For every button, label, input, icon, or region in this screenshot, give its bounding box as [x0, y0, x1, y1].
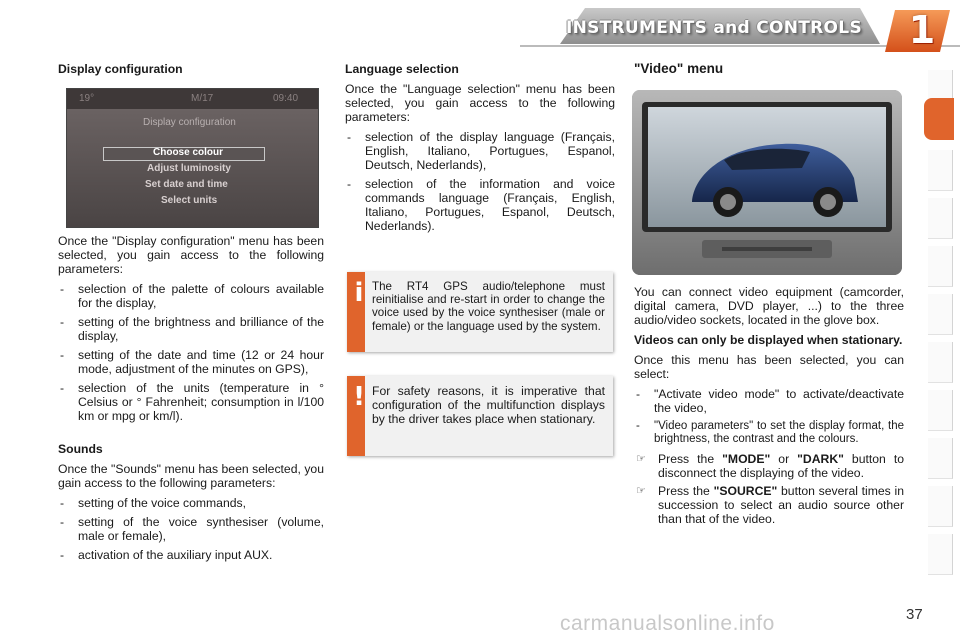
- chapter-tabs: [928, 70, 952, 575]
- display-config-intro: Once the "Display configuration" menu has been selected, you gain access to the following parameters:: [58, 234, 324, 276]
- page-header: [0, 0, 960, 58]
- screen-item-choose-colour: Choose colour: [153, 147, 224, 158]
- info-notice: [347, 272, 613, 352]
- page-number: 37: [906, 606, 923, 623]
- screen-item-set-date-time: Set date and time: [145, 179, 228, 190]
- list-item: - selection of the units (temperature in ° Celsius or ° Fahrenheit; consumption in l/100 km or mpg or km/l).: [58, 381, 324, 423]
- display-configuration-screen: [66, 88, 319, 228]
- list-item: - selection of the information and voice commands language (Français, English, Italiano, Portugues, Espanol, Deutsch, Nederlands).: [345, 177, 615, 233]
- video-heading-wrap: [634, 62, 904, 76]
- chapter-tab[interactable]: [928, 246, 953, 287]
- chapter-title: INSTRUMENTS and CONTROLS: [565, 18, 862, 38]
- display-config-text: [58, 234, 324, 429]
- language-heading: Language selection: [345, 62, 459, 76]
- list-item: - "Video parameters" to set the display format, the brightness, the contrast and the colours.: [634, 420, 904, 446]
- sounds-heading: Sounds: [58, 442, 103, 456]
- car-video-illustration: [632, 90, 902, 275]
- info-icon: i: [354, 278, 364, 308]
- list-item: - "Activate video mode" to activate/deactivate the video,: [634, 387, 904, 415]
- warning-text: For safety reasons, it is imperative that configuration of the multifunction displays by the driver takes place when stationary.: [372, 384, 605, 426]
- screen-item-select-units: Select units: [161, 195, 218, 206]
- list-item: - selection of the palette of colours available for the display,: [58, 282, 324, 310]
- chapter-tab[interactable]: [928, 534, 953, 575]
- info-text: The RT4 GPS audio/telephone must reinitialise and re-start in order to change the voice used by the voice synthesiser (male or female) or the language used by the system.: [372, 280, 605, 333]
- chapter-tab[interactable]: [928, 150, 953, 191]
- language-list: [345, 130, 615, 233]
- chapter-tab[interactable]: [928, 342, 953, 383]
- screen-status-bar: [67, 89, 318, 109]
- list-item: - activation of the auxiliary input AUX.: [58, 548, 324, 562]
- list-item: - setting of the voice commands,: [58, 496, 324, 510]
- chapter-tab[interactable]: [928, 294, 953, 335]
- sounds-list: [58, 496, 324, 562]
- video-stationary-note: Videos can only be displayed when stationary.: [634, 333, 903, 347]
- language-section: [345, 62, 615, 239]
- pointing-hand-icon: ☞: [636, 485, 646, 497]
- warning-notice: [347, 376, 613, 456]
- list-item: - setting of the brightness and brilliance of the display,: [58, 315, 324, 343]
- screen-status: M/17: [191, 93, 214, 104]
- chapter-tab[interactable]: [928, 390, 953, 431]
- video-select-intro: Once this menu has been selected, you can select:: [634, 353, 904, 381]
- language-intro: Once the "Language selection" menu has been selected, you gain access to the following parameters:: [345, 82, 615, 124]
- watermark: carmanualsonline.info: [560, 612, 775, 635]
- display-config-heading: Display configuration: [58, 62, 183, 76]
- column-display-sounds: [58, 62, 324, 82]
- chapter-tab[interactable]: [928, 198, 953, 239]
- list-item: - setting of the voice synthesiser (volume, male or female),: [58, 515, 324, 543]
- pointing-hand-icon: ☞: [636, 453, 646, 465]
- screen-item-adjust-luminosity: Adjust luminosity: [147, 163, 231, 174]
- list-item: ☞ Press the "MODE" or "DARK" button to disconnect the displaying of the video.: [636, 452, 904, 480]
- chapter-tab[interactable]: [928, 438, 953, 479]
- video-intro: You can connect video equipment (camcorder, digital camera, DVD player, ...) to the three audio/video sockets, located in the glove box.: [634, 285, 904, 327]
- chapter-tab[interactable]: [928, 486, 953, 527]
- list-item: ☞ Press the "SOURCE" button several times in succession to select an audio source other than that of the video.: [636, 484, 904, 526]
- press-instructions: [634, 452, 904, 526]
- video-screen-photo: [632, 90, 902, 275]
- list-item: - selection of the display language (Français, English, Italiano, Portugues, Espanol, Deutsch, Nederlands),: [345, 130, 615, 172]
- screen-clock: 09:40: [273, 93, 299, 104]
- screen-title: Display configuration: [143, 117, 236, 128]
- sounds-intro: Once the "Sounds" menu has been selected, you gain access to the following parameters:: [58, 462, 324, 490]
- warning-icon: !: [353, 382, 365, 412]
- sounds-section: [58, 442, 324, 568]
- screen-temp: 19°: [79, 93, 95, 104]
- video-menu-heading: "Video" menu: [634, 61, 724, 76]
- video-text: [634, 285, 904, 530]
- video-options-list: [634, 387, 904, 446]
- chapter-number: 1: [908, 8, 936, 52]
- display-config-list: [58, 282, 324, 423]
- list-item: - setting of the date and time (12 or 24 hour mode, adjustment of the minutes on GPS),: [58, 348, 324, 376]
- chapter-tab-active[interactable]: [924, 98, 954, 140]
